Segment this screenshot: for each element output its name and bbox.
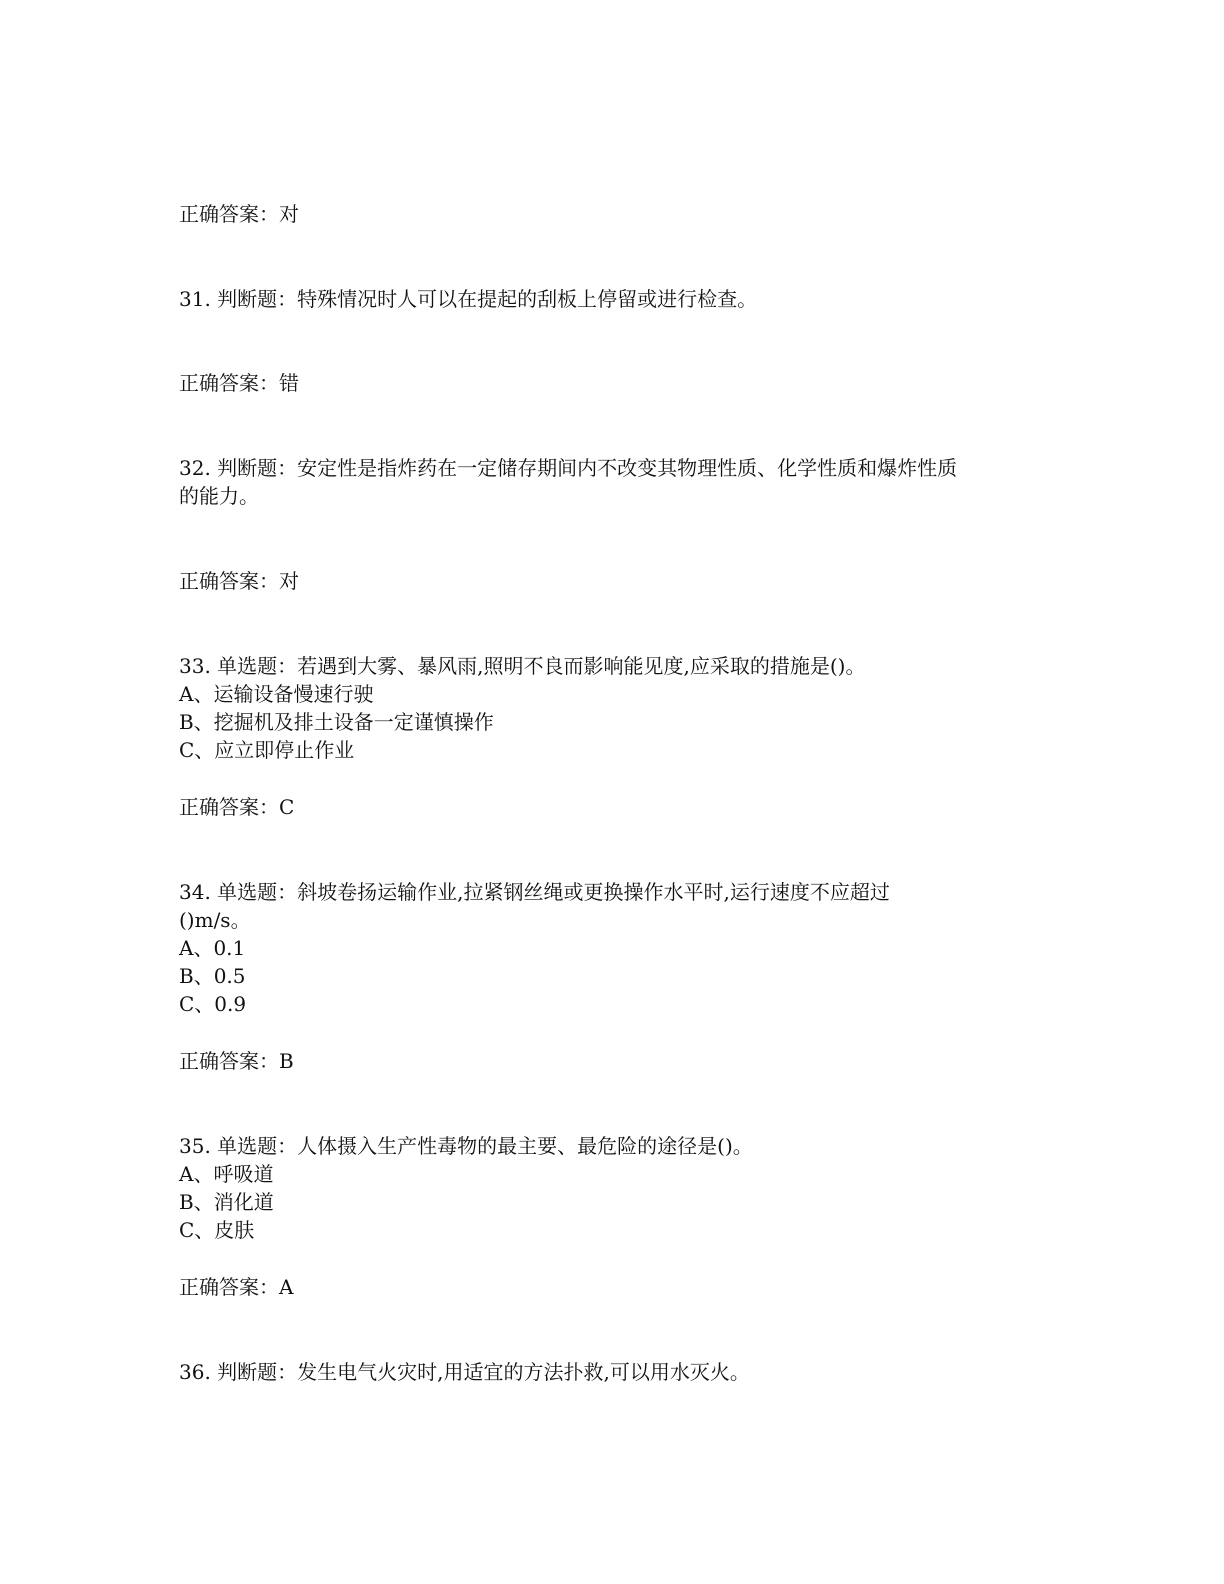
question-35-text: 35. 单选题：人体摄入生产性毒物的最主要、最危险的途径是()。 [179,1134,753,1158]
answer-31: 正确答案：错 [179,371,299,395]
question-35-option-b: B、消化道 [179,1190,274,1214]
question-34-option-a: A、0.1 [179,936,246,960]
question-36-text: 36. 判断题：发生电气火灾时,用适宜的方法扑救,可以用水灭火。 [179,1360,750,1384]
question-33-text: 33. 单选题：若遇到大雾、暴风雨,照明不良而影响能见度,应采取的措施是()。 [179,654,866,678]
question-34-text-line1: 34. 单选题：斜坡卷扬运输作业,拉紧钢丝绳或更换操作水平时,运行速度不应超过 [179,880,890,904]
question-32-text-line1: 32. 判断题：安定性是指炸药在一定储存期间内不改变其物理性质、化学性质和爆炸性质 [179,456,958,480]
question-31-text: 31. 判断题：特殊情况时人可以在提起的刮板上停留或进行检查。 [179,287,758,311]
question-33-option-b: B、挖掘机及排土设备一定谨慎操作 [179,710,494,734]
answer-34: 正确答案：B [179,1049,294,1073]
answer-33: 正确答案：C [179,795,295,819]
question-35-option-c: C、皮肤 [179,1218,255,1242]
question-35-option-a: A、呼吸道 [179,1162,274,1186]
question-32-text-line2: 的能力。 [179,484,259,508]
answer-35: 正确答案：A [179,1275,294,1299]
question-34-option-c: C、0.9 [179,992,247,1016]
question-34-option-b: B、0.5 [179,964,246,988]
question-33-option-c: C、应立即停止作业 [179,738,355,762]
question-34-text-line2: ()m/s。 [179,908,251,932]
answer-32: 正确答案：对 [179,569,299,593]
question-33-option-a: A、运输设备慢速行驶 [179,682,374,706]
answer-30: 正确答案：对 [179,202,299,226]
